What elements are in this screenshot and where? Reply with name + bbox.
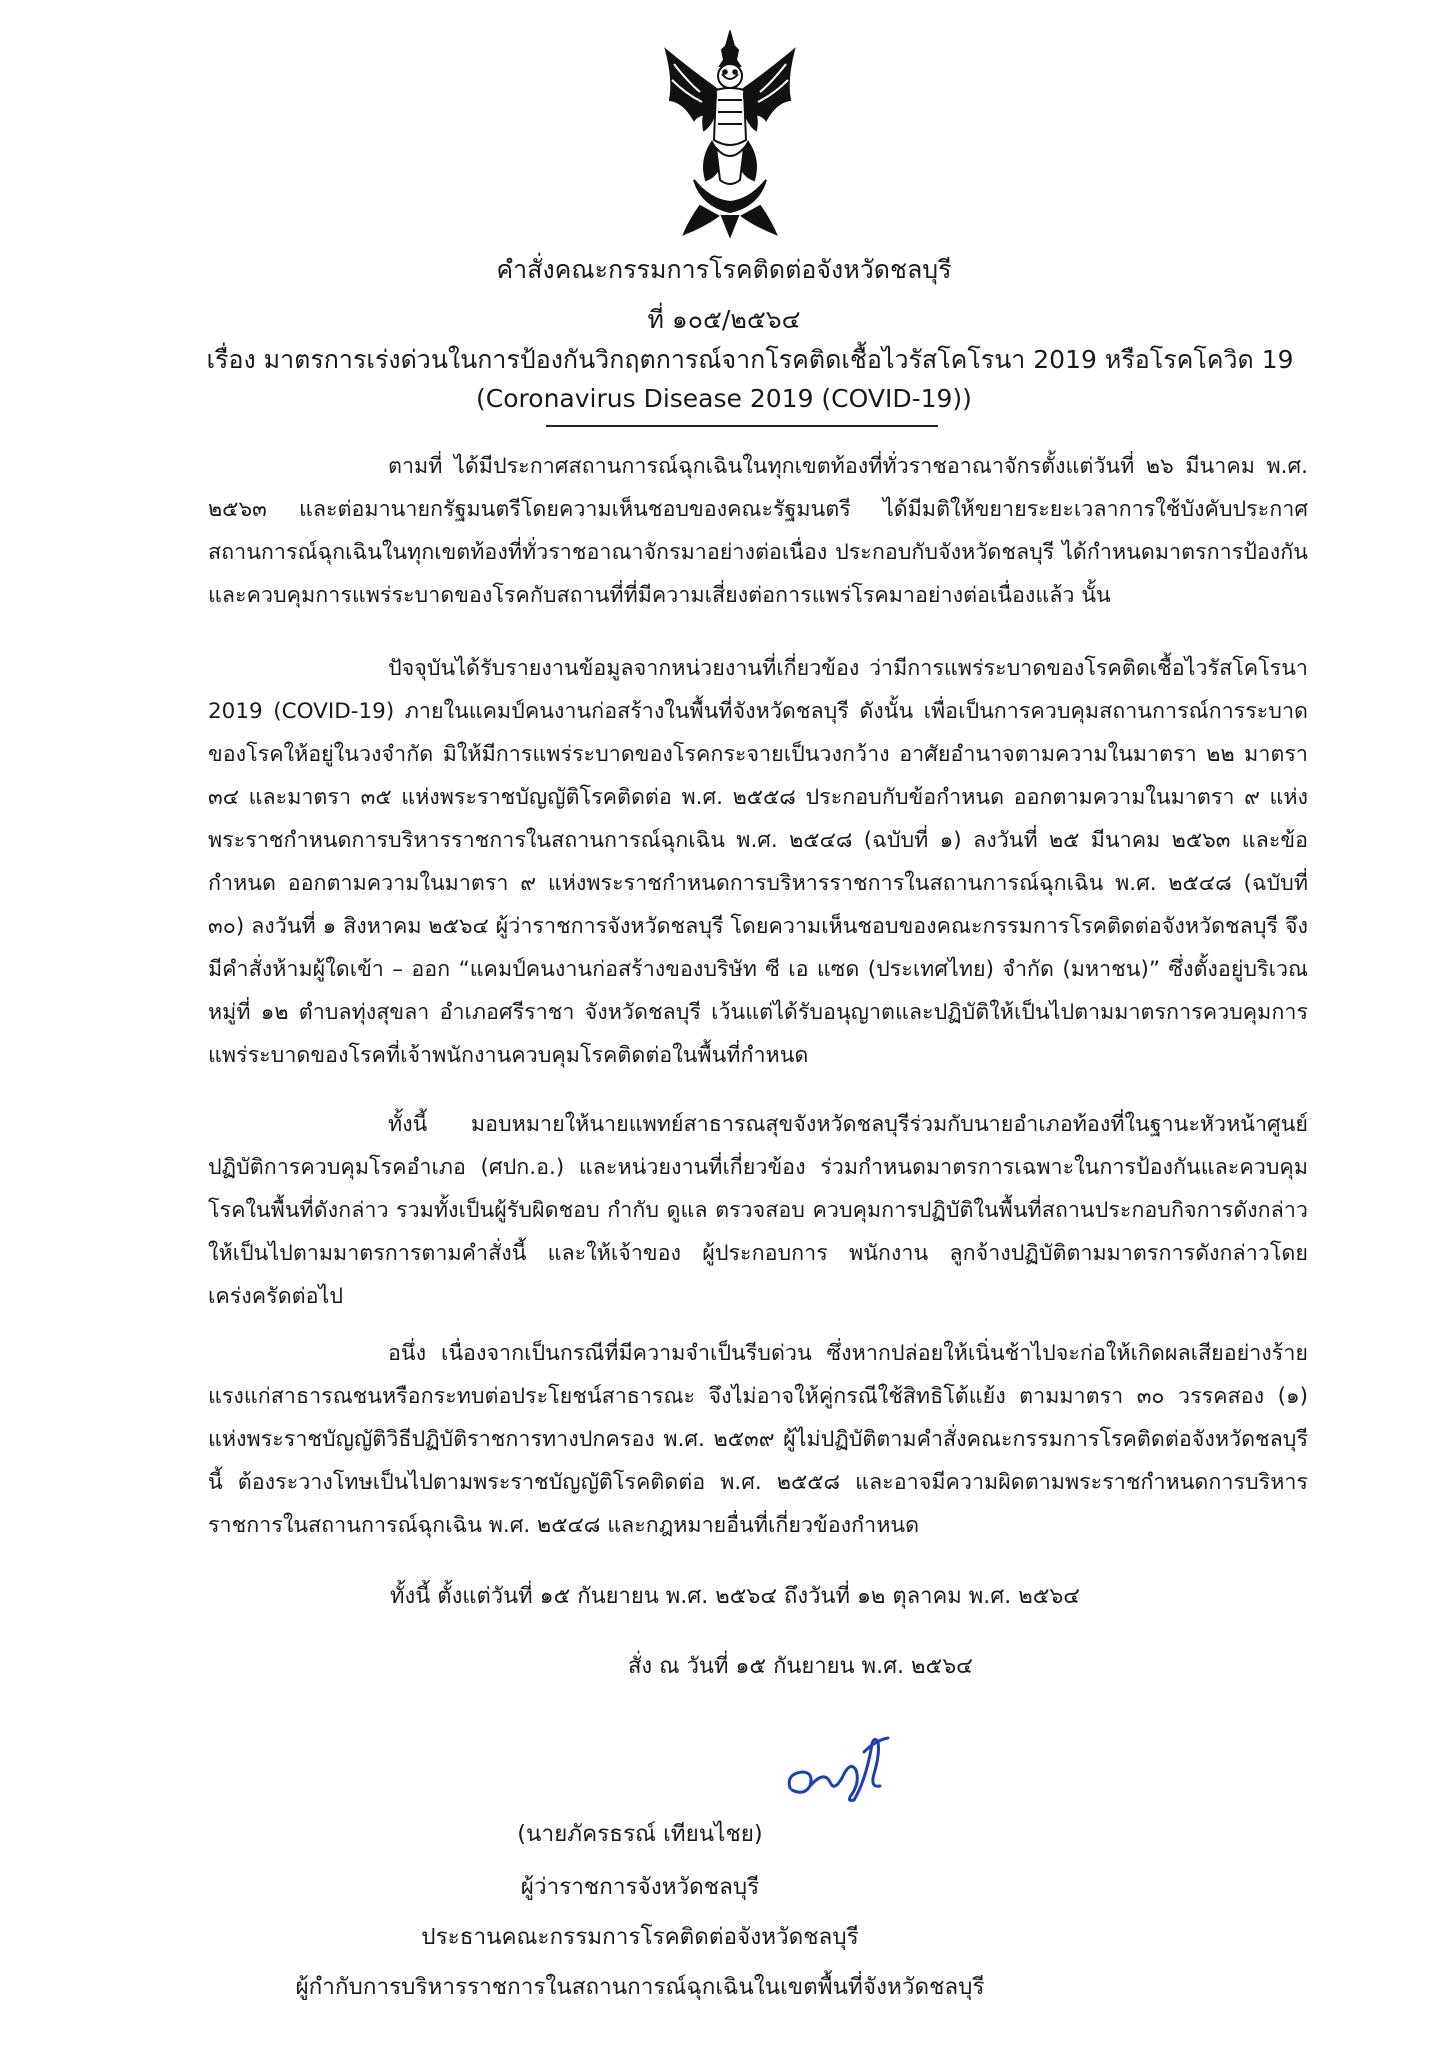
garuda-emblem-icon (660, 30, 800, 240)
order-subject: เรื่อง มาตรการเร่งด่วนในการป้องกันวิกฤตการณ์จากโรคติดเชื้อไวรัสโคโรนา 2019 หรือโรคโควิด 19 (206, 345, 1294, 374)
paragraph-assignment: ทั้งนี้ มอบหมายให้นายแพทย์สาธารณสุขจังหวัดชลบุรีร่วมกับนายอำเภอท้องที่ในฐานะหัวหน้าศูนย์ปฏิบัติการควบคุมโรคอำเภอ (ศปก.อ.) และหน่วยงานที่เกี่ยวข้อง ร่วมกำหนดมาตรการเฉพาะในการป้องกันและควบคุมโรคในพื้นที่ดังกล่าว รวมทั้งเป็นผู้รับผิดชอบ กำกับ ดูแล ตรวจสอบ ควบคุมการปฏิบัติในพื้นที่สถานประกอบกิจการดังกล่าวให้เป็นไปตามมาตรการตามคำสั่งนี้ และให้เจ้าของ ผู้ประกอบการ พนักงาน ลูกจ้างปฏิบัติตามมาตรการดังกล่าวโดยเคร่งครัดต่อไป (208, 1112, 1308, 1309)
signatory-position-chairman: ประธานคณะกรรมการโรคติดต่อจังหวัดชลบุรี (421, 1924, 859, 1950)
paragraph-background: ตามที่ ได้มีประกาศสถานการณ์ฉุกเฉินในทุกเขตท้องที่ทั่วราชอาณาจักรตั้งแต่วันที่ ๒๖ มีนาคม พ.ศ. ๒๕๖๓ และต่อมานายกรัฐมนตรีโดยความเห็นชอบของคณะรัฐมนตรี ได้มีมติให้ขยายระยะเวลาการใช้บังคับประกาศสถานการณ์ฉุกเฉินในทุกเขตท้องที่ทั่วราชอาณาจักรมาอย่างต่อเนื่อง ประกอบกับจังหวัดชลบุรี ได้กำหนดมาตรการป้องกันและควบคุมการแพร่ระบาดของโรคกับสถานที่ที่มีความเสี่ยงต่อการแพร่โรคมาอย่างต่อเนื่องแล้ว นั้น (208, 454, 1308, 608)
order-issuer-title: คำสั่งคณะกรรมการโรคติดต่อจังหวัดชลบุรี (496, 255, 952, 284)
signatory-position-governor: ผู้ว่าราชการจังหวัดชลบุรี (520, 1874, 760, 1900)
paragraph-order: ปัจจุบันได้รับรายงานข้อมูลจากหน่วยงานที่เกี่ยวข้อง ว่ามีการแพร่ระบาดของโรคติดเชื้อไวรัสโคโรนา 2019 (COVID-19) ภายในแคมป์คนงานก่อสร้างในพื้นที่จังหวัดชลบุรี ดังนั้น เพื่อเป็นการควบคุมสถานการณ์การระบาดของโรคให้อยู่ในวงจำกัด มิให้มีการแพร่ระบาดของโรคกระจายเป็นวงกว้าง อาศัยอำนาจตามความในมาตรา ๒๒ มาตรา ๓๔ และมาตรา ๓๕ แห่งพระราชบัญญัติโรคติดต่อ พ.ศ. ๒๕๕๘ ประกอบกับข้อกำหนด ออกตามความในมาตรา ๙ แห่งพระราชกำหนดการบริหารราชการในสถานการณ์ฉุกเฉิน พ.ศ. ๒๕๔๘ (ฉบับที่ ๑) ลงวันที่ ๒๕ มีนาคม ๒๕๖๓ และข้อกำหนด ออกตามความในมาตรา ๙ แห่งพระราชกำหนดการบริหารราชการในสถานการณ์ฉุกเฉิน พ.ศ. ๒๕๔๘ (ฉบับที่ ๓๐) ลงวันที่ ๑ สิงหาคม ๒๕๖๔ ผู้ว่าราชการจังหวัดชลบุรี โดยความเห็นชอบของคณะกรรมการโรคติดต่อจังหวัดชลบุรี จึงมีคำสั่งห้ามผู้ใดเข้า – ออก “แคมป์คนงานก่อสร้างของบริษัท ซี เอ แซด (ประเทศไทย) จำกัด (มหาชน)” ซึ่งตั้งอยู่บริเวณหมู่ที่ ๑๒ ตำบลทุ่งสุขลา อำเภอศรีราชา จังหวัดชลบุรี เว้นแต่ได้รับอนุญาตและปฏิบัติให้เป็นไปตามมาตรการควบคุมการแพร่ระบาดของโรคที่เจ้าพนักงานควบคุมโรคติดต่อในพื้นที่กำหนด (208, 656, 1308, 1068)
signatory-name: (นายภัครธรณ์ เทียนไชย) (517, 1821, 763, 1847)
order-subject-english: (Coronavirus Disease 2019 (COVID-19)) (476, 384, 972, 413)
signature-icon (780, 1730, 910, 1810)
order-date: สั่ง ณ วันที่ ๑๕ กันยายน พ.ศ. ๒๕๖๔ (628, 1654, 973, 1679)
signatory-position-supervisor: ผู้กำกับการบริหารราชการในสถานการณ์ฉุกเฉินในเขตพื้นที่จังหวัดชลบุรี (295, 1974, 985, 2000)
title-underline (546, 425, 938, 427)
order-number: ที่ ๑๐๕/๒๕๖๔ (647, 305, 801, 334)
effective-period: ทั้งนี้ ตั้งแต่วันที่ ๑๕ กันยายน พ.ศ. ๒๕๖๔ ถึงวันที่ ๑๒ ตุลาคม พ.ศ. ๒๕๖๔ (390, 1584, 1080, 1609)
paragraph-penalty: อนึ่ง เนื่องจากเป็นกรณีที่มีความจำเป็นรีบด่วน ซึ่งหากปล่อยให้เนิ่นช้าไปจะก่อให้เกิดผลเสียอย่างร้ายแรงแก่สาธารณชนหรือกระทบต่อประโยชน์สาธารณะ จึงไม่อาจให้คู่กรณีใช้สิทธิโต้แย้ง ตามมาตรา ๓๐ วรรคสอง (๑) แห่งพระราชบัญญัติวิธีปฏิบัติราชการทางปกครอง พ.ศ. ๒๕๓๙ ผู้ไม่ปฏิบัติตามคำสั่งคณะกรรมการโรคติดต่อจังหวัดชลบุรีนี้ ต้องระวางโทษเป็นไปตามพระราชบัญญัติโรคติดต่อ พ.ศ. ๒๕๕๘ และอาจมีความผิดตามพระราชกำหนดการบริหารราชการในสถานการณ์ฉุกเฉิน พ.ศ. ๒๕๔๘ และกฎหมายอื่นที่เกี่ยวข้องกำหนด (208, 1341, 1308, 1538)
